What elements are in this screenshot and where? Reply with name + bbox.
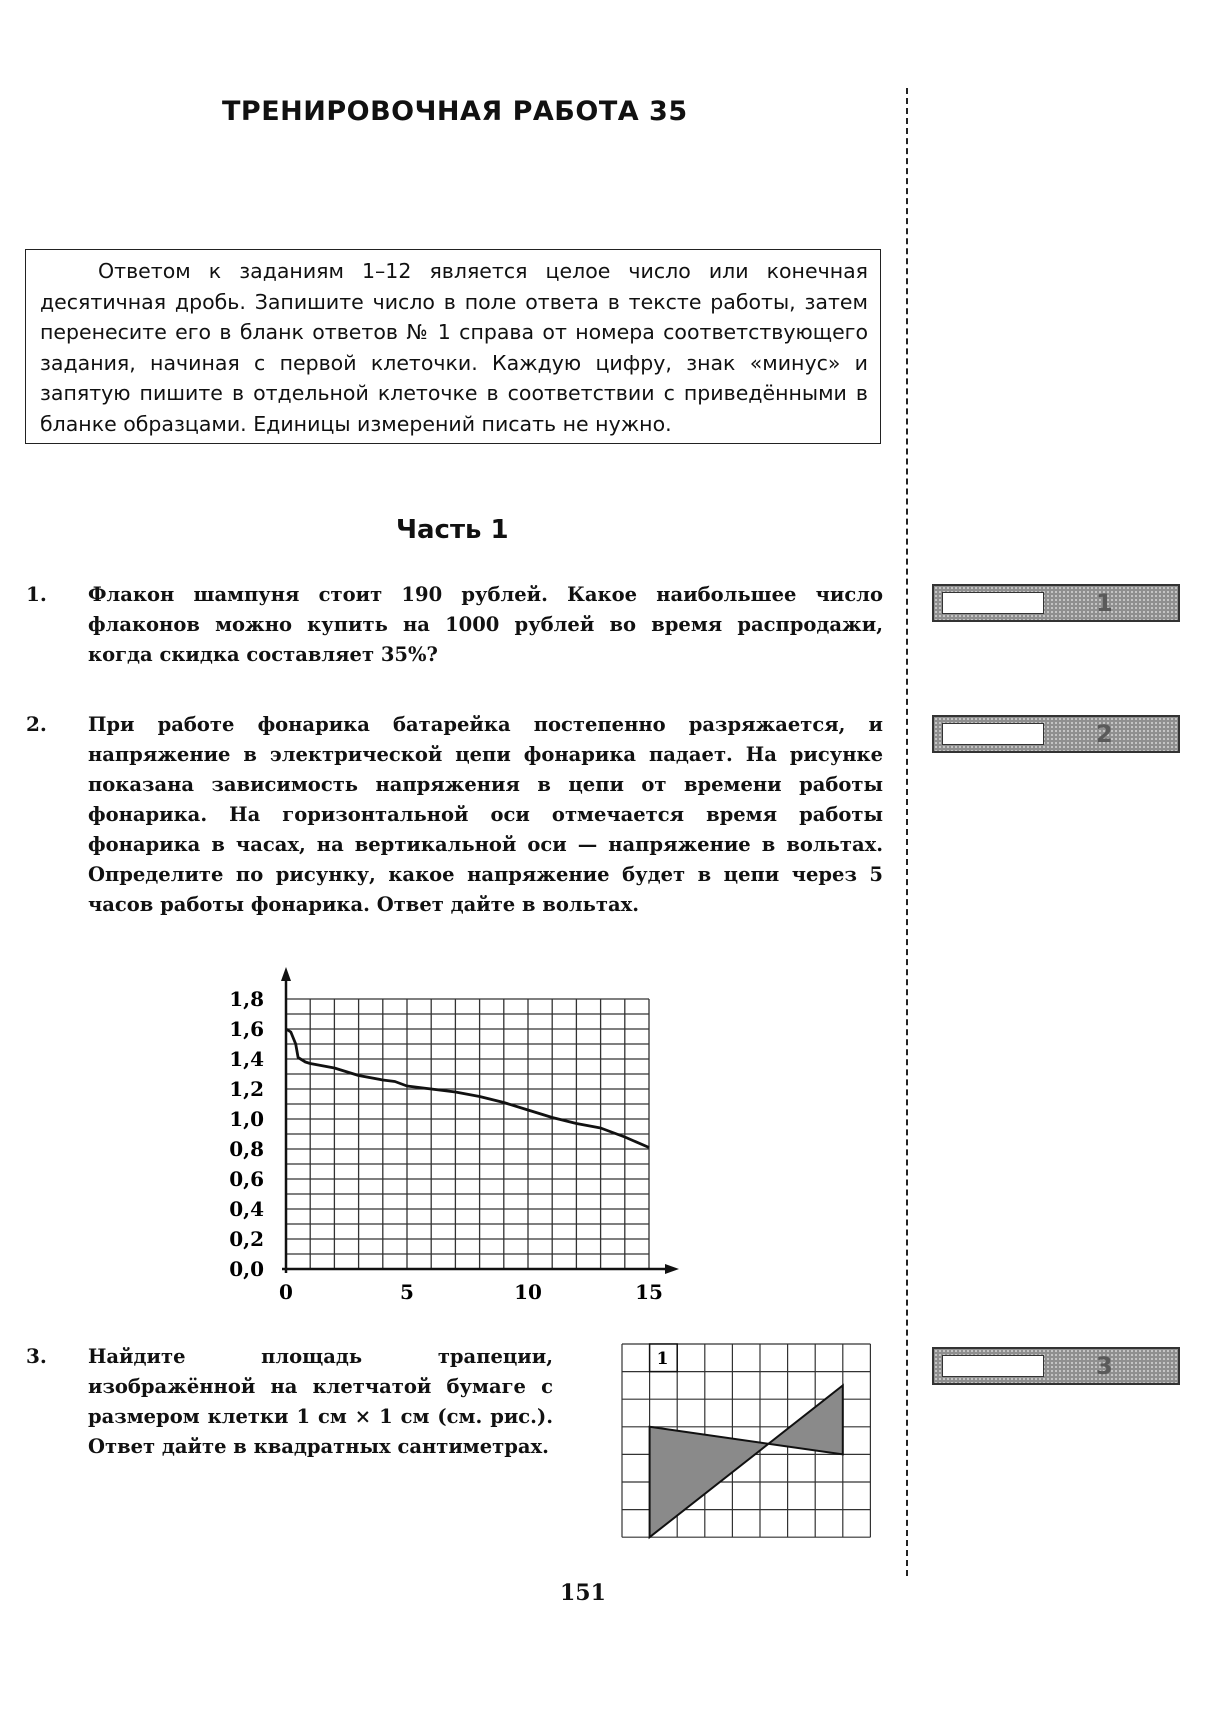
answer-box-3-label: 3 [1096,1352,1113,1380]
x-axis-arrow [665,1264,679,1274]
part-title: Часть 1 [396,515,509,545]
unit-cell-label: 1 [656,1349,669,1369]
y-tick-label: 1,6 [229,1017,264,1041]
x-tick-label: 15 [635,1280,663,1304]
task-2-text: При работе фонарика батарейка постепенно разряжается, и напряжение в электрической цепи фонарика падает. На рисунке показана зависимость напряжения в цепи от времени работы фонарика. На горизонтальной оси отмечается время работы фонарика в часах, на вертикальной оси — напряжение в вольтах. Определите по рисунку, какое напряжение будет в цепи через 5 часов работы фонарика. Ответ дайте в вольтах. [88,713,883,916]
answer-box-2[interactable] [932,715,1180,753]
y-tick-label: 0,0 [229,1257,264,1281]
task-1-number: 1. [26,582,47,606]
answer-field-1[interactable] [942,592,1044,614]
y-tick-label: 1,8 [229,987,264,1011]
y-axis-arrow [281,967,291,981]
trapezoid-shape [650,1385,843,1537]
trapezoid-figure [618,1340,878,1540]
answer-box-2-label: 2 [1096,720,1113,748]
voltage-series-line [286,1029,649,1148]
instructions-box: Ответом к заданиям 1–12 является целое число или конечная десятичная дробь. Запишите число в поле ответа в тексте работы, затем перенесите его в бланк ответов № 1 справа от номера соответствующего задания, начиная с первой клеточки. Каждую цифру, знак «минус» и запятую пишите в отдельной клеточке в соответствии с приведёнными в бланке образцами. Единицы измерений писать не нужно. [25,249,881,444]
y-tick-label: 0,8 [229,1137,264,1161]
cut-line [906,88,908,1576]
y-tick-label: 1,4 [229,1047,264,1071]
task-3-number: 3. [26,1344,47,1368]
x-tick-label: 5 [400,1280,414,1304]
y-tick-label: 0,6 [229,1167,264,1191]
y-tick-label: 1,2 [229,1077,264,1101]
page-number: 151 [560,1580,606,1606]
x-tick-label: 0 [279,1280,293,1304]
y-tick-label: 1,0 [229,1107,264,1131]
answer-field-3[interactable] [942,1355,1044,1377]
task-3-text: Найдите площадь трапеции, изображённой на клетчатой бумаге с размером клетки 1 см × 1 см (см. рис.). Ответ дайте в квадратных сантиметрах. [88,1345,553,1458]
answer-field-2[interactable] [942,723,1044,745]
answer-box-1[interactable] [932,584,1180,622]
y-tick-label: 0,2 [229,1227,264,1251]
page-title: ТРЕНИРОВОЧНАЯ РАБОТА 35 [222,96,688,127]
task-2-number: 2. [26,712,47,736]
answer-box-1-label: 1 [1096,589,1113,617]
voltage-chart [200,930,720,1310]
x-tick-label: 10 [514,1280,542,1304]
task-1-text: Флакон шампуня стоит 190 рублей. Какое наибольшее число флаконов можно купить на 1000 рублей во время распродажи, когда скидка составляет 35%? [88,583,883,666]
answer-box-3[interactable] [932,1347,1180,1385]
y-tick-label: 0,4 [229,1197,264,1221]
